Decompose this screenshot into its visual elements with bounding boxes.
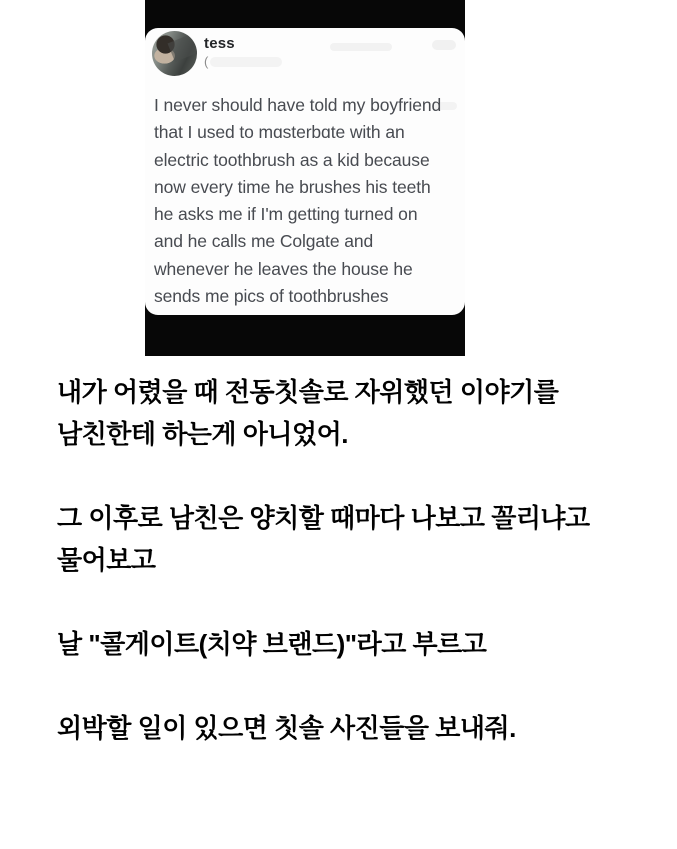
redaction-smudge [432,40,456,50]
tweet-body-line: I never should have told my boyfriend [154,95,442,115]
translation-line: 내가 어렸을 때 전동칫솔로 자위했던 이야기를 [57,377,559,407]
embedded-tweet-screenshot [145,0,465,356]
translation-line: 그 이후로 남친은 양치할 때마다 나보고 꼴리냐고 [57,503,590,533]
redaction-smudge [330,43,392,51]
korean-translation [57,371,657,749]
tweet-body-line: that I used to mɑsterbɑte with an [154,122,405,143]
avatar-photo-detail [168,31,197,62]
tweet-body-line: whenever he leaves the house he [154,258,413,279]
username: tess [204,35,235,52]
translation-line [57,455,657,497]
redacted-handle [210,57,282,67]
tweet-body-line: electric toothbrush as a kid because [154,149,430,170]
tweet-body [154,92,454,310]
handle-prefix: ( [204,54,209,69]
translation-line: 물어보고 [57,545,156,575]
translation-line [57,665,657,707]
tweet-body-line: he asks me if I'm getting turned on [154,204,418,225]
translation-line [57,581,657,623]
avatar [152,31,197,76]
tweet-body-line: sends me pics of toothbrushes [154,286,389,307]
translation-line: 남친한테 하는게 아니었어. [57,419,348,449]
translation-line: 외박할 일이 있으면 칫솔 사진들을 보내줘. [57,713,516,743]
tweet-card [145,28,465,315]
handle-row [204,54,282,69]
translation-line: 날 "콜게이트(치약 브랜드)"라고 부르고 [57,629,487,659]
tweet-body-line: now every time he brushes his teeth [154,176,431,197]
tweet-body-line: and he calls me Colgate and [154,231,374,252]
